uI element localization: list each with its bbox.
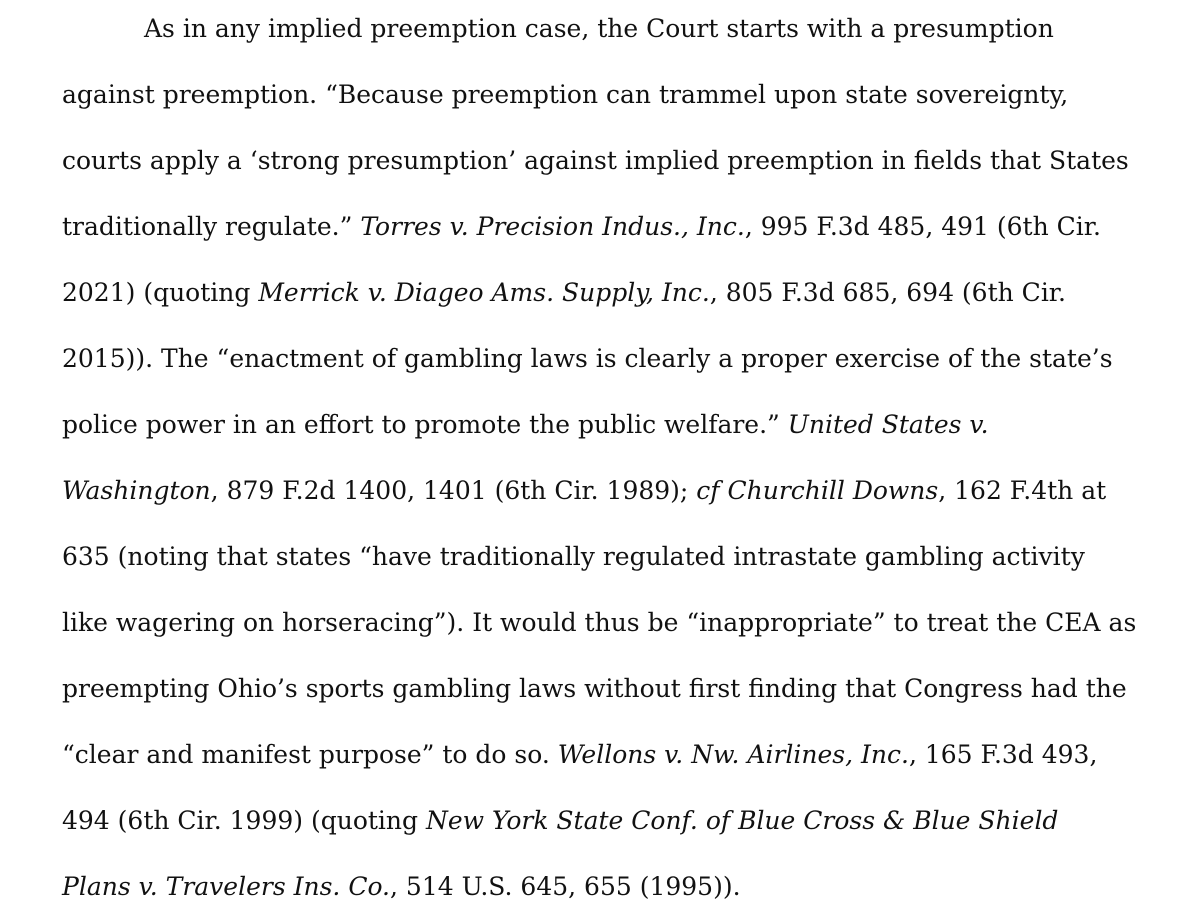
case-citation: Washington bbox=[62, 476, 211, 505]
text-segment: 494 (6th Cir. 1999) (quoting bbox=[62, 806, 426, 835]
text-segment: “clear and manifest purpose” to do so. bbox=[62, 740, 558, 769]
text-line bbox=[62, 145, 1129, 177]
text-segment: , 805 F.3d 685, 694 (6th Cir. bbox=[709, 278, 1066, 307]
text-line bbox=[62, 79, 1068, 111]
text-segment: , 514 U.S. 645, 655 (1995)). bbox=[390, 872, 741, 901]
text-line bbox=[62, 475, 1106, 507]
text-segment: , 995 F.3d 485, 491 (6th Cir. bbox=[744, 212, 1101, 241]
text-line bbox=[62, 739, 1097, 771]
text-line bbox=[62, 343, 1113, 375]
text-segment: 2021) (quoting bbox=[62, 278, 259, 307]
case-citation: Wellons v. Nw. Airlines, Inc. bbox=[557, 740, 909, 769]
text-segment: traditionally regulate.” bbox=[62, 212, 361, 241]
case-citation: New York State Conf. of Blue Cross & Blue Shield bbox=[425, 806, 1059, 835]
text-segment: preempting Ohio’s sports gambling laws without first finding that Congress had the bbox=[62, 674, 1127, 703]
case-citation: Plans v. Travelers Ins. Co. bbox=[62, 872, 391, 901]
text-line bbox=[62, 541, 1085, 573]
text-segment: 635 (noting that states “have traditionally regulated intrastate gambling activity bbox=[62, 542, 1085, 571]
text-segment: , 165 F.3d 493, bbox=[908, 740, 1098, 769]
text-line bbox=[62, 871, 741, 903]
text-segment: like wagering on horseracing”). It would thus be “inappropriate” to treat the CEA as bbox=[62, 608, 1137, 637]
text-line bbox=[62, 607, 1136, 639]
text-line bbox=[62, 673, 1127, 705]
text-segment: , 162 F.4th at bbox=[938, 476, 1107, 505]
text-line bbox=[62, 409, 989, 441]
text-line bbox=[62, 805, 1058, 837]
case-citation: Torres v. Precision Indus., Inc. bbox=[360, 212, 745, 241]
text-segment: courts apply a ‘strong presumption’ against implied preemption in fields that States bbox=[62, 146, 1129, 175]
text-segment: 2015)). The “enactment of gambling laws is clearly a proper exercise of the state’s bbox=[62, 344, 1113, 373]
text-segment: police power in an effort to promote the public welfare.” bbox=[62, 410, 788, 439]
text-segment: As in any implied preemption case, the Court starts with a presumption bbox=[144, 14, 1054, 43]
text-line bbox=[62, 211, 1101, 243]
case-citation: cf Churchill Downs bbox=[696, 476, 939, 505]
case-citation: Merrick v. Diageo Ams. Supply, Inc. bbox=[258, 278, 710, 307]
text-segment: , 879 F.2d 1400, 1401 (6th Cir. 1989); bbox=[210, 476, 697, 505]
text-segment: against preemption. “Because preemption can trammel upon state sovereignty, bbox=[62, 80, 1069, 109]
case-citation: United States v. bbox=[787, 410, 989, 439]
text-line bbox=[62, 277, 1066, 309]
text-line bbox=[144, 13, 1054, 45]
